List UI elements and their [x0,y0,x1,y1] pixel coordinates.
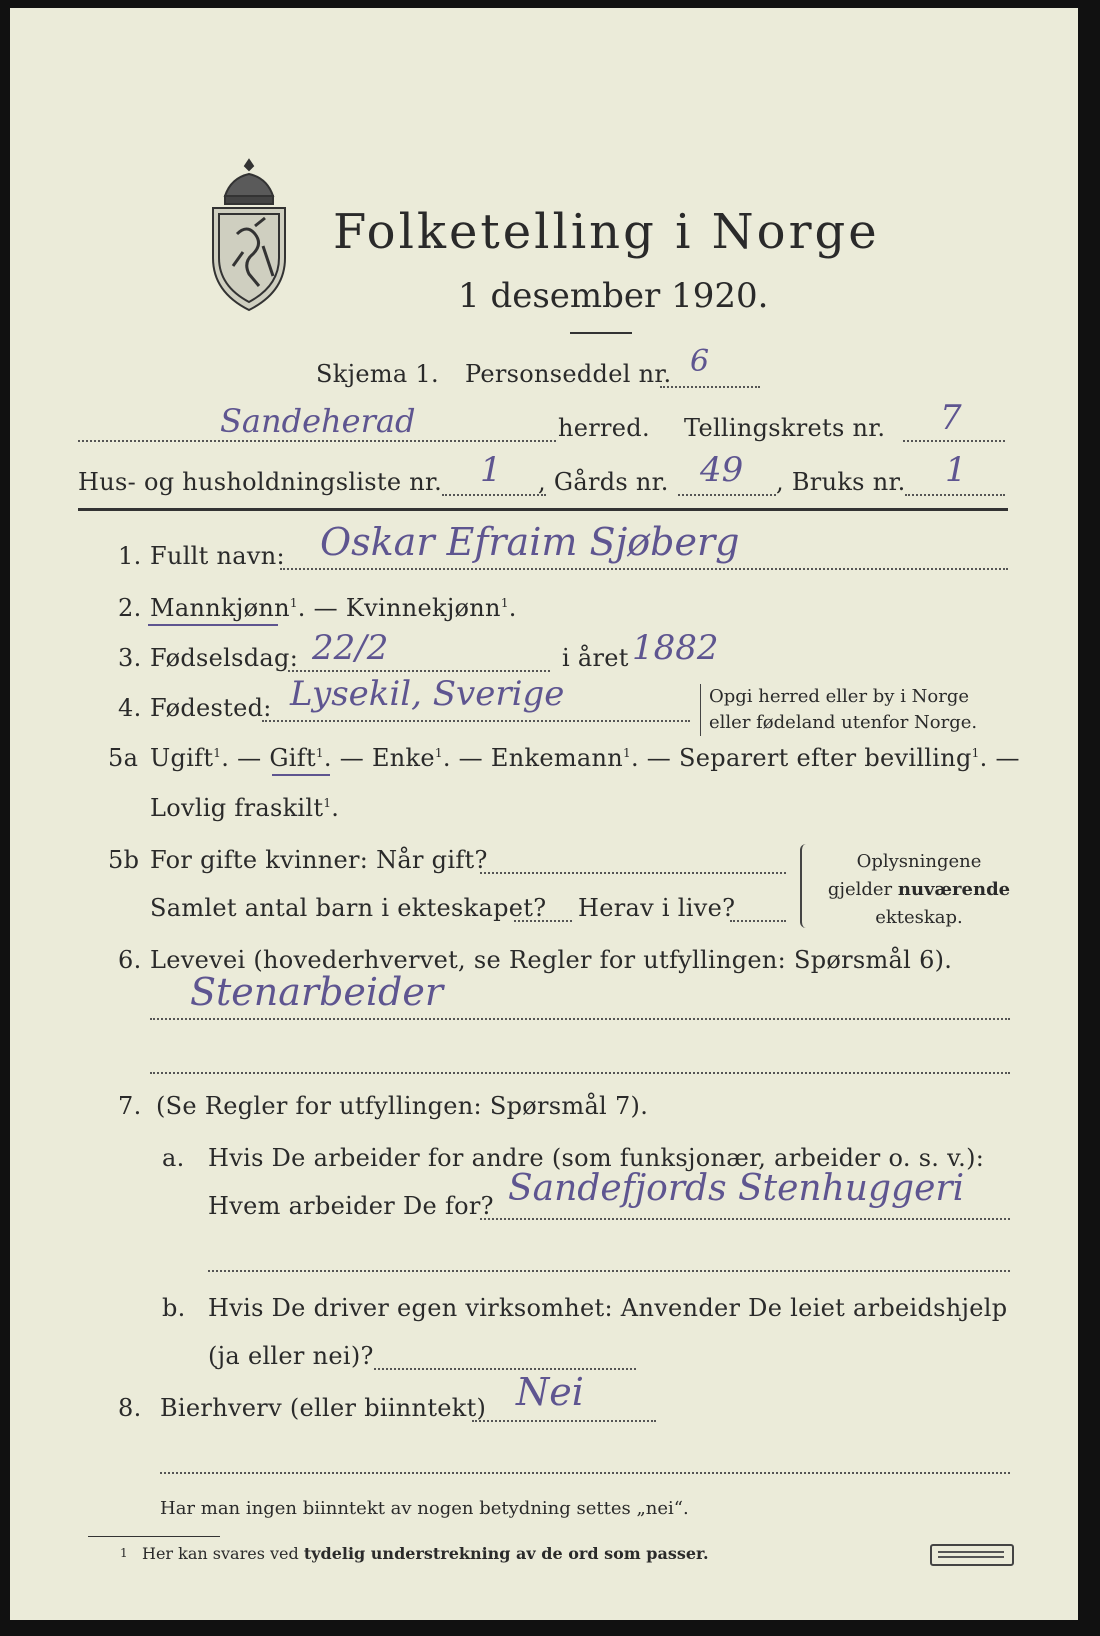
skjema-label: Skjema 1. [316,360,439,388]
side-income-field-2[interactable] [160,1472,1010,1474]
form-title: Folketelling i Norge [333,204,880,260]
q7a-line2: Hvem arbeider De for? [208,1192,494,1220]
q4-note-line1: Opgi herred eller by i Norge [709,686,970,707]
hus-label: Hus- og husholdningsliste nr. [78,468,443,496]
enke-option[interactable]: Enke [371,744,435,772]
married-date-field[interactable] [480,872,786,874]
male-option[interactable]: Mannkjønn [150,594,290,622]
gards-field[interactable] [678,494,776,496]
tellingskrets-field[interactable] [903,440,1005,442]
gift-option[interactable]: Gift [269,744,316,772]
coat-of-arms-icon [203,156,295,316]
q7b-letter: b. [162,1294,186,1322]
gards-value: 49 [700,450,744,490]
fn-mark: 1 [434,746,443,760]
q5b-note-line2 [814,876,1024,904]
q7a-letter: a. [162,1144,185,1172]
occupation-value: Stenarbeider [190,970,444,1014]
q5b-number: 5b [108,846,140,874]
full-name-value: Oskar Efraim Sjøberg [320,520,740,564]
q5b-label3: Herav i live? [578,894,736,922]
bruks-label: , Bruks nr. [776,468,906,496]
q7b-line1: Hvis De driver egen virksomhet: Anvender De leiet arbeidshjelp [208,1294,1008,1322]
male-underline [148,624,278,626]
occupation-field-2[interactable] [150,1072,1010,1074]
birthplace-field[interactable] [262,720,690,722]
gift-underline [272,774,330,776]
q7a-line1: Hvis De arbeider for andre (som funksjonær, arbeider o. s. v.): [208,1144,985,1172]
dash: . — [630,744,680,772]
dash: . — [979,744,1020,772]
separert-option[interactable]: Separert efter bevilling [679,744,972,772]
q7-number: 7. [118,1092,142,1120]
q4-label: Fødested: [150,694,272,722]
printer-stamp-icon [930,1544,1014,1566]
footnote-number: 1 [120,1546,128,1560]
end: . [331,794,340,822]
form-date: 1 desember 1920. [458,276,769,316]
tellingskrets-value: 7 [940,398,962,438]
lovlig-option-line [150,794,339,822]
birthday-value: 22/2 [312,628,389,668]
dash: . — [221,744,270,772]
q1-label: Fullt navn: [150,542,285,570]
dash: . — [323,744,372,772]
hired-help-field[interactable] [374,1368,636,1370]
q5b-note-line1: Oplysningene [856,851,982,872]
personseddel-value: 6 [690,344,710,379]
q7-label: (Se Regler for utfyllingen: Spørsmål 7). [156,1092,649,1120]
herred-label: herred. [558,414,650,442]
lovlig-option[interactable]: Lovlig fraskilt [150,794,324,822]
q5a-number: 5a [108,744,139,772]
footer-note: Har man ingen biinntekt av nogen betydning settes „nei“. [160,1498,689,1519]
year-label: i året [562,644,629,672]
q8-number: 8. [118,1394,142,1422]
q6-number: 6. [118,946,142,974]
gards-label: , Gårds nr. [538,468,669,496]
q7b-line2: (ja eller nei)? [208,1342,374,1370]
ugift-option[interactable]: Ugift [150,744,214,772]
herred-value: Sandeherad [220,402,416,440]
q5b-note-line3: ekteskap. [875,907,963,928]
hus-value: 1 [480,450,502,490]
employer-field-2[interactable] [208,1270,1010,1272]
fn-mark: 1 [971,746,980,760]
q2-footnote-mark-1: 1 [289,596,298,610]
q4-note [700,684,977,736]
q8-label: Bierhverv (eller biinntekt) [160,1394,487,1422]
header-rule [78,508,1008,511]
q6-label: Levevei (hovederhvervet, se Regler for utfyllingen: Spørsmål 6). [150,946,953,974]
q2-number: 2. [118,594,142,622]
enkemann-option[interactable]: Enkemann [490,744,624,772]
q2-end: . [508,594,517,622]
q2-separator: . — [297,594,346,622]
dash: . — [442,744,491,772]
q3-number: 3. [118,644,142,672]
q2-options [150,594,517,622]
fn-mark: 1 [623,746,631,760]
side-income-field[interactable] [472,1420,656,1422]
personseddel-field[interactable] [660,386,760,388]
q4-note-line2: eller fødeland utenfor Norge. [709,712,978,733]
fn-mark: 1 [323,796,332,810]
title-divider [570,332,632,334]
children-alive-field[interactable] [730,920,786,922]
birthplace-value: Lysekil, Sverige [290,674,565,714]
full-name-field[interactable] [280,568,1008,570]
female-option[interactable]: Kvinnekjønn [345,594,501,622]
side-income-value: Nei [516,1370,584,1414]
fn-mark: 1 [315,746,324,760]
tellingskrets-label: Tellingskrets nr. [684,414,886,442]
herred-field[interactable] [78,440,556,442]
q2-footnote-mark-2: 1 [500,596,509,610]
q5b-label1: For gifte kvinner: Når gift? [150,846,488,874]
footnote-rule [88,1536,220,1537]
occupation-field[interactable] [150,1018,1010,1020]
footnote-text [142,1544,709,1563]
q4-number: 4. [118,694,142,722]
q5b-brace [800,844,810,928]
employer-field[interactable] [480,1218,1010,1220]
children-total-field[interactable] [514,920,572,922]
personseddel-label: Personseddel nr. [465,360,672,388]
bruks-value: 1 [945,450,967,490]
birth-year-value: 1882 [632,628,719,668]
note-bold: nuværende [897,879,1011,900]
employer-value: Sandefjords Stenhuggeri [508,1168,965,1209]
note-text: gjelder [827,879,898,900]
footnote-text-a: Her kan svares ved [142,1544,304,1563]
q5a-options [150,744,1020,772]
q5b-label2: Samlet antal barn i ekteskapet? [150,894,547,922]
q5b-note [814,848,1024,932]
hus-field[interactable] [442,494,546,496]
fn-mark: 1 [213,746,222,760]
bruks-field[interactable] [905,494,1005,496]
q3-label: Fødselsdag: [150,644,299,672]
footnote-text-b: tydelig understrekning av de ord som passer. [303,1544,709,1563]
q1-number: 1. [118,542,142,570]
birthday-field[interactable] [288,670,550,672]
census-form-page [10,8,1078,1620]
